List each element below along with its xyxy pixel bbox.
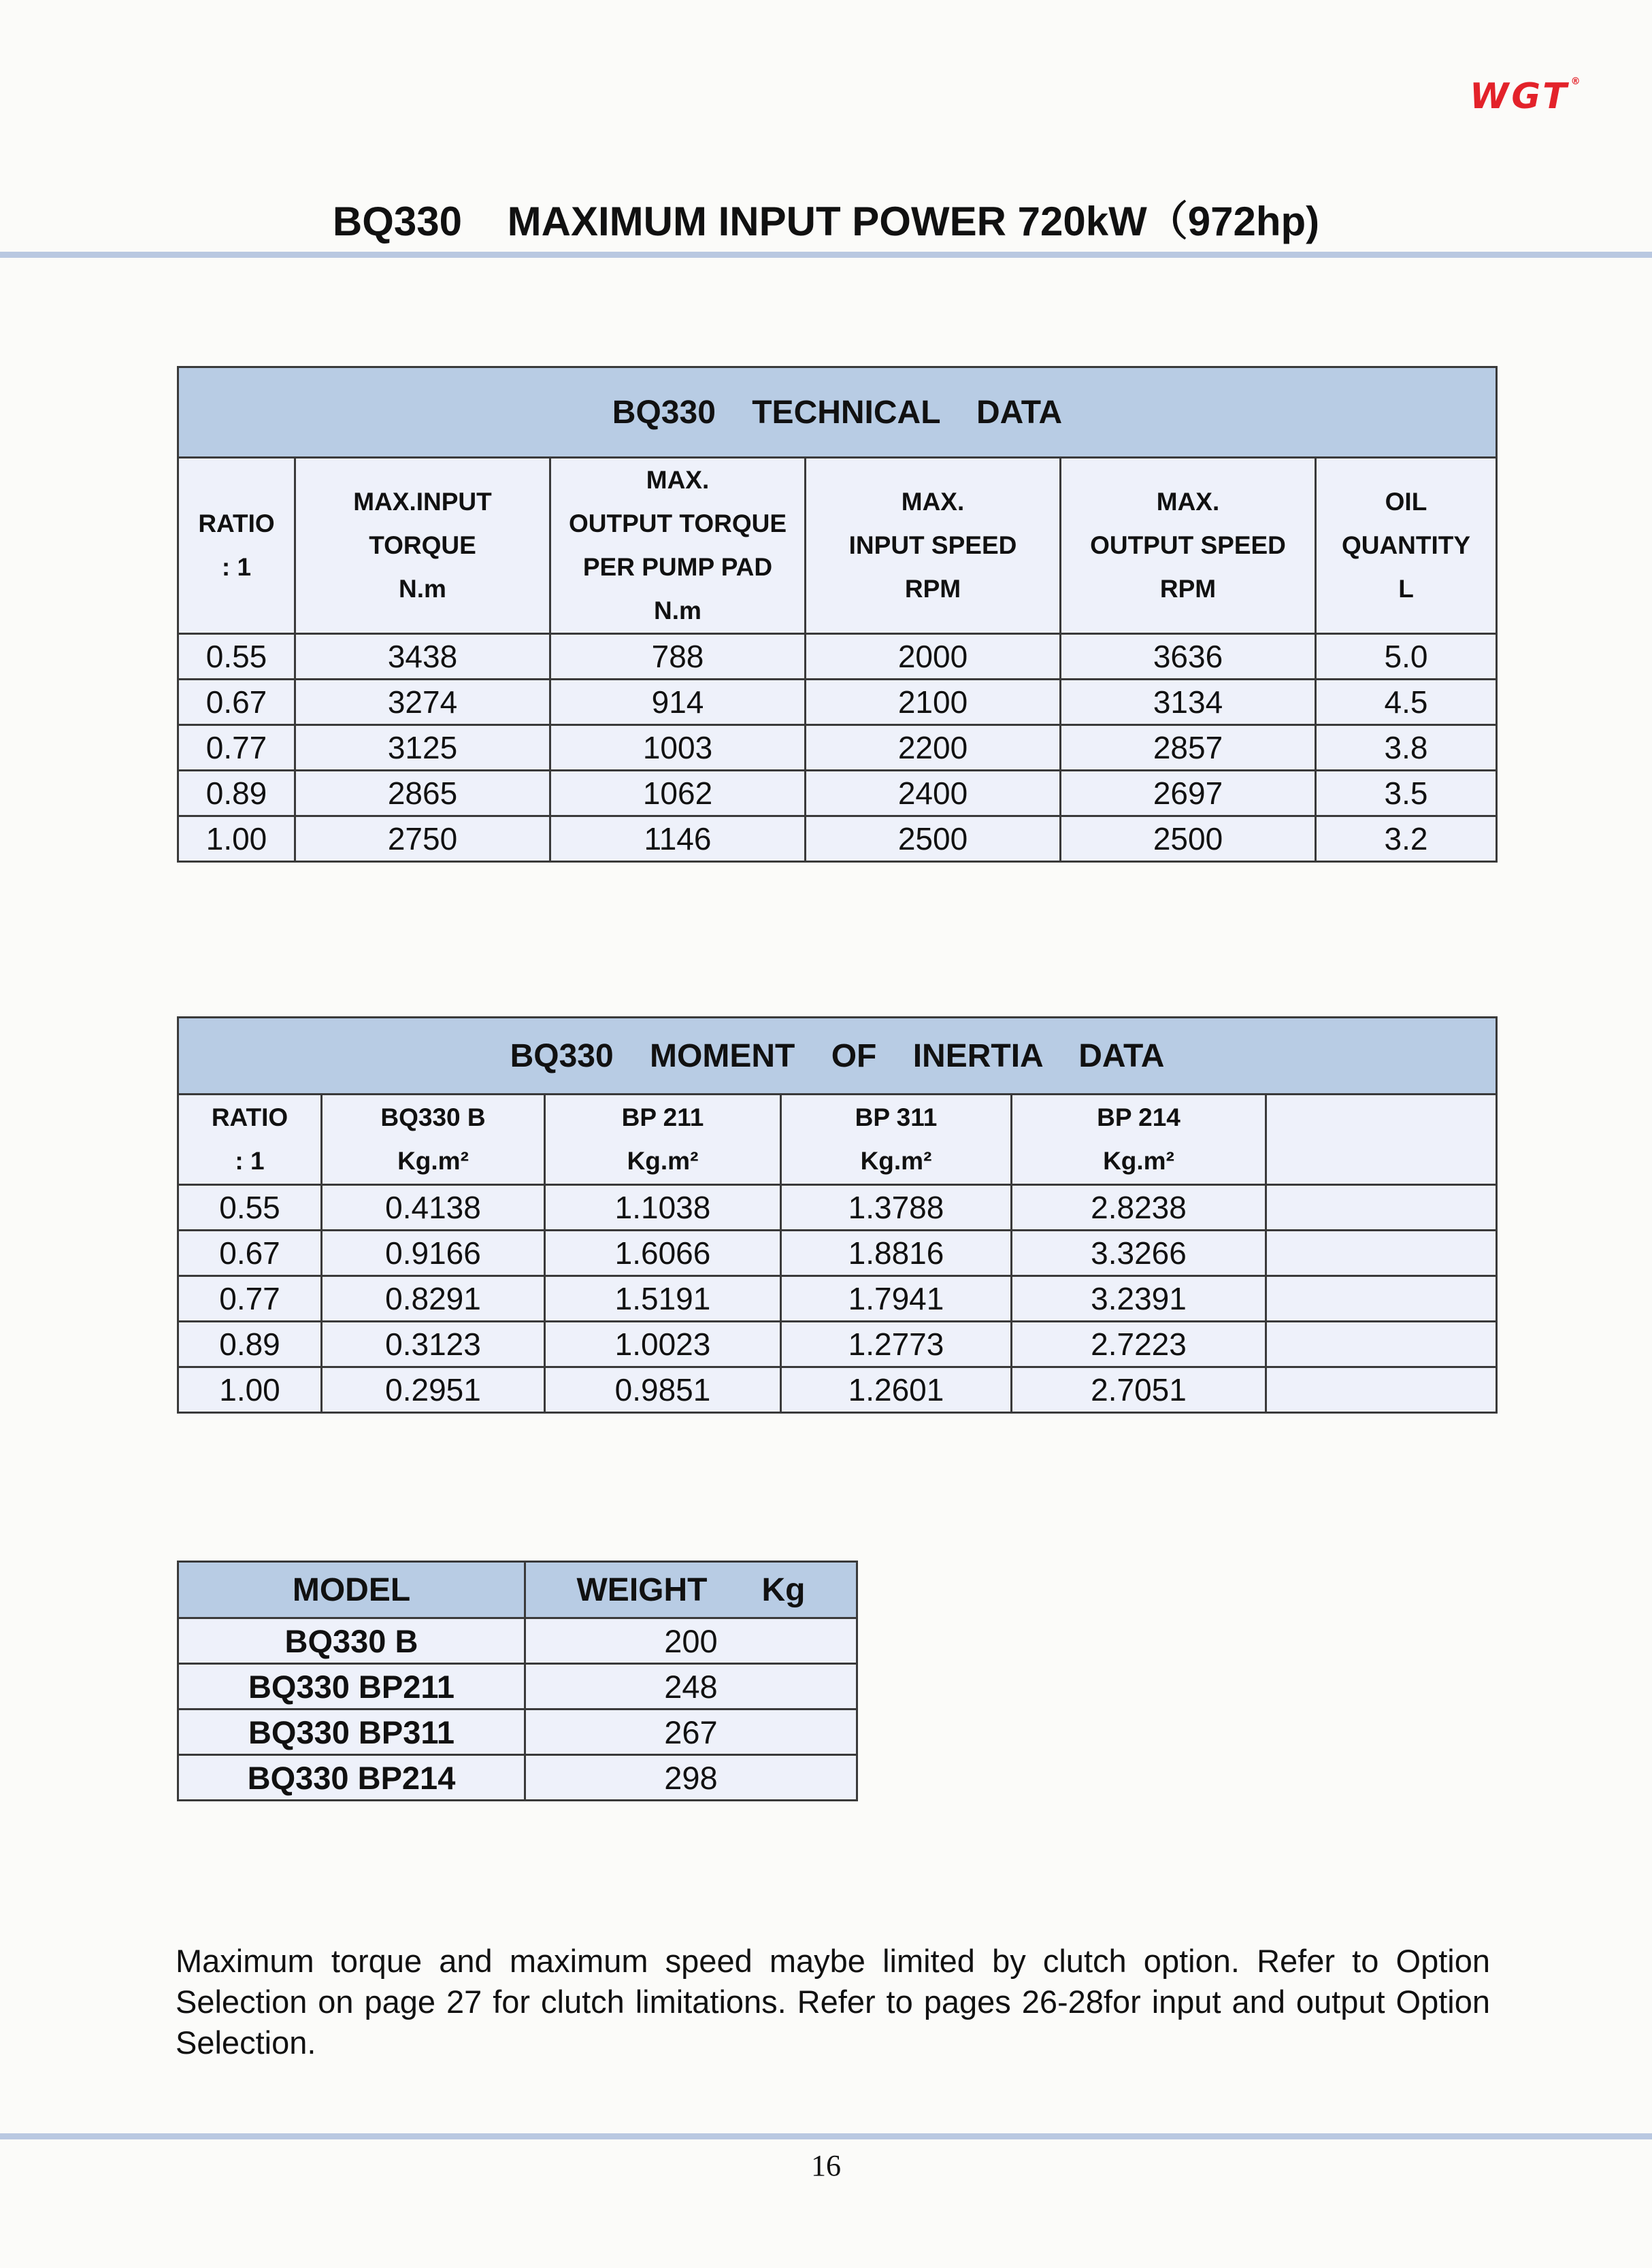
weight-header-row bbox=[178, 1562, 857, 1618]
inertia-table-caption: BQ330 MOMENT OF INERTIA DATA bbox=[178, 1018, 1497, 1095]
technical-table-caption: BQ330 TECHNICAL DATA bbox=[178, 367, 1497, 458]
table-row bbox=[178, 1618, 857, 1664]
table-cell: 1.5191 bbox=[545, 1276, 781, 1322]
header-cell bbox=[295, 458, 550, 634]
table-cell: 3125 bbox=[295, 725, 550, 771]
table-cell: 1.8816 bbox=[781, 1231, 1012, 1276]
header-line: RATIO bbox=[198, 510, 275, 537]
table-row bbox=[178, 1185, 1497, 1231]
header-line: TORQUE bbox=[369, 531, 476, 559]
table-cell: BQ330 BP214 bbox=[178, 1755, 525, 1801]
header-cell bbox=[806, 458, 1061, 634]
header-cell bbox=[550, 458, 806, 634]
footnote: Maximum torque and maximum speed maybe limited by clutch option. Refer to Option Selection on page 27 for clutch limitations. Refer to pages 26-28for input and output Option Selection. bbox=[176, 1943, 1490, 2061]
table-cell bbox=[1266, 1276, 1497, 1322]
table-cell: 1.3788 bbox=[781, 1185, 1012, 1231]
table-cell: 2857 bbox=[1061, 725, 1316, 771]
header-line: Kg.m² bbox=[627, 1147, 699, 1175]
table-cell: 1.7941 bbox=[781, 1276, 1012, 1322]
header-cell bbox=[781, 1095, 1012, 1185]
header-line: RATIO bbox=[211, 1103, 288, 1131]
table-cell: 0.9166 bbox=[322, 1231, 545, 1276]
table-row bbox=[178, 634, 1497, 680]
header-line: INPUT SPEED bbox=[848, 531, 1017, 559]
table-cell: 267 bbox=[525, 1710, 857, 1755]
table-cell: 3438 bbox=[295, 634, 550, 680]
table-cell: 2697 bbox=[1061, 771, 1316, 816]
table-cell: 3.2391 bbox=[1012, 1276, 1266, 1322]
table-cell: 0.55 bbox=[178, 634, 295, 680]
table-cell bbox=[1266, 1367, 1497, 1413]
header-line: : 1 bbox=[221, 553, 252, 581]
table-cell: BQ330 BP311 bbox=[178, 1710, 525, 1755]
table-cell: 2000 bbox=[806, 634, 1061, 680]
table-cell bbox=[1266, 1231, 1497, 1276]
table-cell: 2.7223 bbox=[1012, 1322, 1266, 1367]
table-cell: 1062 bbox=[550, 771, 806, 816]
table-cell: 1.6066 bbox=[545, 1231, 781, 1276]
header-line: OUTPUT TORQUE bbox=[569, 510, 787, 537]
table-cell: 2100 bbox=[806, 680, 1061, 725]
table-row bbox=[178, 1231, 1497, 1276]
header-line: BP 211 bbox=[621, 1103, 704, 1131]
header-line: RPM bbox=[1159, 575, 1217, 603]
table-cell: 1.00 bbox=[178, 816, 295, 862]
table-row bbox=[178, 1367, 1497, 1413]
header-line: : 1 bbox=[235, 1147, 265, 1175]
header-line: PER PUMP PAD bbox=[582, 553, 773, 581]
table-cell: 2865 bbox=[295, 771, 550, 816]
header-line: MAX.INPUT bbox=[353, 488, 492, 516]
table-row bbox=[178, 1710, 857, 1755]
weight-table bbox=[177, 1561, 858, 1801]
header-line: BP 214 bbox=[1097, 1103, 1180, 1131]
table-cell: 0.3123 bbox=[322, 1322, 545, 1367]
table-cell: 1.00 bbox=[178, 1367, 322, 1413]
table-cell: 3274 bbox=[295, 680, 550, 725]
table-cell: 3.5 bbox=[1316, 771, 1497, 816]
header-line: Kg.m² bbox=[860, 1147, 932, 1175]
table-cell: 788 bbox=[550, 634, 806, 680]
header-line: BP 311 bbox=[855, 1103, 938, 1131]
table-cell: 1146 bbox=[550, 816, 806, 862]
table-cell: 248 bbox=[525, 1664, 857, 1710]
weight-header: WEIGHT Kg bbox=[525, 1562, 857, 1618]
table-cell: 0.77 bbox=[178, 1276, 322, 1322]
table-cell: 0.77 bbox=[178, 725, 295, 771]
top-divider bbox=[0, 252, 1652, 258]
header-line: N.m bbox=[654, 597, 701, 624]
table-cell: 4.5 bbox=[1316, 680, 1497, 725]
table-cell: 0.67 bbox=[178, 1231, 322, 1276]
table-row bbox=[178, 725, 1497, 771]
table-cell: 0.8291 bbox=[322, 1276, 545, 1322]
table-cell: 0.89 bbox=[178, 1322, 322, 1367]
header-cell bbox=[1012, 1095, 1266, 1185]
table-cell: BQ330 BP211 bbox=[178, 1664, 525, 1710]
table-cell bbox=[1266, 1185, 1497, 1231]
header-line: RPM bbox=[904, 575, 961, 603]
table-cell: 914 bbox=[550, 680, 806, 725]
technical-header-row bbox=[178, 458, 1497, 634]
bottom-divider bbox=[0, 2133, 1652, 2139]
header-line: N.m bbox=[399, 575, 446, 603]
table-cell: 2400 bbox=[806, 771, 1061, 816]
table-row bbox=[178, 1322, 1497, 1367]
header-cell bbox=[322, 1095, 545, 1185]
table-cell: 2.8238 bbox=[1012, 1185, 1266, 1231]
table-cell: 1.2773 bbox=[781, 1322, 1012, 1367]
table-cell: 1.0023 bbox=[545, 1322, 781, 1367]
table-cell: 3.8 bbox=[1316, 725, 1497, 771]
header-line: MAX. bbox=[901, 488, 965, 516]
page-title: BQ330 MAXIMUM INPUT POWER 720kW（972hp) bbox=[332, 199, 1320, 244]
table-row bbox=[178, 1664, 857, 1710]
table-row bbox=[178, 680, 1497, 725]
table-row bbox=[178, 1755, 857, 1801]
header-line: BQ330 B bbox=[380, 1103, 486, 1131]
header-cell bbox=[545, 1095, 781, 1185]
table-cell: 0.2951 bbox=[322, 1367, 545, 1413]
table-row bbox=[178, 1276, 1497, 1322]
header-line: OIL bbox=[1385, 488, 1427, 516]
header-line: L bbox=[1398, 575, 1414, 603]
table-cell: 1.1038 bbox=[545, 1185, 781, 1231]
table-cell: 2200 bbox=[806, 725, 1061, 771]
header-cell bbox=[1316, 458, 1497, 634]
technical-data-table bbox=[177, 366, 1498, 863]
inertia-data-table bbox=[177, 1016, 1498, 1414]
header-line: Kg.m² bbox=[397, 1147, 469, 1175]
header-line: MAX. bbox=[1156, 488, 1220, 516]
table-cell: 2500 bbox=[1061, 816, 1316, 862]
table-cell: 2500 bbox=[806, 816, 1061, 862]
page-number: 16 bbox=[811, 2149, 841, 2182]
table-cell: 5.0 bbox=[1316, 634, 1497, 680]
table-cell: BQ330 B bbox=[178, 1618, 525, 1664]
table-row bbox=[178, 816, 1497, 862]
model-header: MODEL bbox=[178, 1562, 525, 1618]
table-cell: 200 bbox=[525, 1618, 857, 1664]
header-line: MAX. bbox=[646, 466, 710, 494]
table-cell: 3.3266 bbox=[1012, 1231, 1266, 1276]
header-cell bbox=[178, 458, 295, 634]
table-cell: 2750 bbox=[295, 816, 550, 862]
table-cell: 0.4138 bbox=[322, 1185, 545, 1231]
header-cell bbox=[178, 1095, 322, 1185]
table-cell: 1.2601 bbox=[781, 1367, 1012, 1413]
table-cell: 0.89 bbox=[178, 771, 295, 816]
header-cell bbox=[1266, 1095, 1497, 1185]
table-cell: 1003 bbox=[550, 725, 806, 771]
table-cell: 3.2 bbox=[1316, 816, 1497, 862]
table-cell: 0.55 bbox=[178, 1185, 322, 1231]
table-cell: 0.9851 bbox=[545, 1367, 781, 1413]
table-cell: 3636 bbox=[1061, 634, 1316, 680]
header-line: QUANTITY bbox=[1341, 531, 1471, 559]
header-cell bbox=[1061, 458, 1316, 634]
table-cell bbox=[1266, 1322, 1497, 1367]
header-line: Kg.m² bbox=[1103, 1147, 1174, 1175]
table-row bbox=[178, 771, 1497, 816]
table-cell: 2.7051 bbox=[1012, 1367, 1266, 1413]
brand-logo: WGT ® bbox=[1470, 76, 1583, 117]
table-cell: 298 bbox=[525, 1755, 857, 1801]
inertia-header-row bbox=[178, 1095, 1497, 1185]
header-line: OUTPUT SPEED bbox=[1090, 531, 1286, 559]
table-cell: 3134 bbox=[1061, 680, 1316, 725]
table-cell: 0.67 bbox=[178, 680, 295, 725]
